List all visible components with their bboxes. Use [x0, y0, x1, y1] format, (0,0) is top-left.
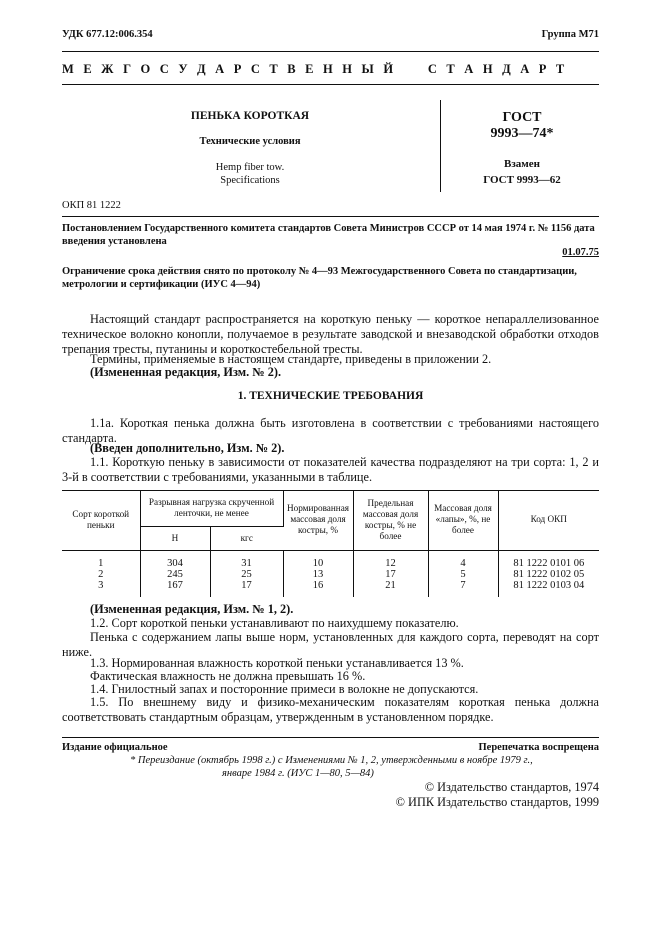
- decree-date: 01.07.75: [562, 247, 599, 258]
- load-n-cell: 245: [140, 569, 210, 580]
- intro-paragraph: Настоящий стандарт распространяется на короткую пеньку — короткое непараллелизованное техническое волокно конопли, получаемое в результате заводской и внезаводской обработки отходов трепания тресты, путанины и короткостебельной тресты.: [62, 312, 599, 356]
- reissue-note-line1: * Переиздание (октябрь 1998 г.) с Изменениями № 1, 2, утвержденными в ноябре 1979 г.,: [130, 755, 533, 766]
- load-kgs-cell: 17: [210, 580, 283, 591]
- gost-number: 9993—74*: [490, 126, 554, 141]
- paws-cell: 7: [428, 580, 498, 591]
- clause-1-3: 1.3. Нормированная влажность короткой пеньки устанавливается 13 %.: [90, 656, 464, 670]
- table-row: [62, 558, 599, 569]
- standard-banner: М Е Ж Г О С У Д А Р С Т В Е Н Н Ы Й С Т А Н Д А Р Т: [62, 62, 568, 76]
- col-load-header: Разрывная нагрузка скрученной ленточки, не менее: [140, 490, 283, 526]
- col-kgs-header: кгс: [210, 526, 283, 550]
- decree-text: Постановлением Государственного комитета стандартов Совета Министров СССР от 14 мая 1974 г. № 1156 дата введения установлена: [62, 223, 595, 247]
- table-amendment-note: (Измененная редакция, Изм. № 1, 2).: [90, 602, 294, 616]
- title-divider: [440, 100, 441, 192]
- terms-paragraph: Термины, применяемые в настоящем стандарте, приведены в приложении 2.: [90, 352, 492, 366]
- grade-cell: 1: [62, 558, 140, 569]
- doc-subtitle-en: Specifications: [220, 175, 280, 186]
- grade-table: [62, 490, 599, 597]
- clause-1-5: 1.5. По внешнему виду и физико-механическим показателям короткая пенька должна соответствовать стандартным образцам, утвержденным в установленном порядке.: [62, 695, 599, 724]
- clause-1-2-b: Пенька с содержанием лапы выше норм, установленных для каждого сорта, переводят на сорт ниже.: [62, 630, 599, 659]
- load-kgs-cell: 31: [210, 558, 283, 569]
- bast-max-cell: 12: [353, 558, 428, 569]
- clause-1-1a: 1.1а. Короткая пенька должна быть изготовлена в соответствии с требованиями настоящего стандарта.: [62, 416, 599, 445]
- col-bast-max-header: Предельная массовая доля костры, % не более: [353, 490, 428, 550]
- okp-cell: 81 1222 0103 04: [513, 580, 585, 591]
- doc-subtitle: Технические условия: [199, 136, 301, 147]
- paws-cell: 4: [428, 558, 498, 569]
- okp-rule: [62, 216, 599, 217]
- clause-1-3-b: Фактическая влажность не должна превышать 16 %.: [90, 669, 366, 683]
- reprint-notice: Перепечатка воспрещена: [478, 742, 599, 753]
- udk-code: УДК 677.12:006.354: [62, 29, 153, 40]
- footer-rule: [62, 737, 599, 738]
- table-row: [62, 569, 599, 580]
- col-paws-header: Массовая доля «лапы», %, не более: [428, 490, 498, 550]
- replaces-number: ГОСТ 9993—62: [483, 174, 561, 186]
- col-n-header: Н: [140, 526, 210, 550]
- group-code: Группа М71: [541, 29, 599, 40]
- gost-label: ГОСТ: [502, 110, 542, 125]
- section-heading: 1. ТЕХНИЧЕСКИЕ ТРЕБОВАНИЯ: [237, 390, 424, 402]
- col-grade-header: Сорт короткой пеньки: [62, 490, 140, 550]
- paws-cell: 5: [428, 569, 498, 580]
- copyright-1999: © ИПК Издательство стандартов, 1999: [395, 795, 599, 809]
- clause-1-1a-note: (Введен дополнительно, Изм. № 2).: [90, 441, 285, 455]
- load-kgs-cell: 25: [210, 569, 283, 580]
- load-n-cell: 167: [140, 580, 210, 591]
- top-rule: [62, 51, 599, 52]
- bast-max-cell: 17: [353, 569, 428, 580]
- bast-cell: 10: [283, 558, 353, 569]
- bast-cell: 13: [283, 569, 353, 580]
- official-edition: Издание официальное: [62, 742, 168, 753]
- grade-cell: 3: [62, 580, 140, 591]
- okp-code: ОКП 81 1222: [62, 200, 121, 211]
- col-okp-header: Код ОКП: [530, 514, 567, 525]
- doc-title: ПЕНЬКА КОРОТКАЯ: [190, 110, 310, 122]
- banner-rule: [62, 84, 599, 85]
- col-bast-header: Нормированная массовая доля костры, %: [283, 490, 353, 550]
- limitation-text: Ограничение срока действия снято по протоколу № 4—93 Межгосударственного Совета по стандартизации, метрологии и сертификации (ИУС 4—94): [62, 266, 577, 290]
- bast-cell: 16: [283, 580, 353, 591]
- okp-cell: 81 1222 0101 06: [513, 558, 585, 569]
- replaces-label: Взамен: [504, 158, 540, 170]
- clause-1-2: 1.2. Сорт короткой пеньки устанавливают по наихудшему показателю.: [90, 616, 459, 630]
- amendment-note: (Измененная редакция, Изм. № 2).: [90, 365, 282, 379]
- reissue-note-line2: январе 1984 г. (ИУС 1—80, 5—84): [222, 768, 374, 779]
- doc-title-en: Hemp fiber tow.: [215, 162, 285, 173]
- copyright-1974: © Издательство стандартов, 1974: [424, 780, 599, 794]
- clause-1-1: 1.1. Короткую пеньку в зависимости от показателей качества подразделяют на три сорта: 1, 2 и 3-й в соответствии с требованиями, указанными в таблице.: [62, 455, 599, 484]
- table-row: [62, 580, 599, 591]
- bast-max-cell: 21: [353, 580, 428, 591]
- load-n-cell: 304: [140, 558, 210, 569]
- grade-cell: 2: [62, 569, 140, 580]
- clause-1-4: 1.4. Гнилостный запах и посторонние примеси в волокне не допускаются.: [90, 682, 479, 696]
- okp-cell: 81 1222 0102 05: [513, 569, 585, 580]
